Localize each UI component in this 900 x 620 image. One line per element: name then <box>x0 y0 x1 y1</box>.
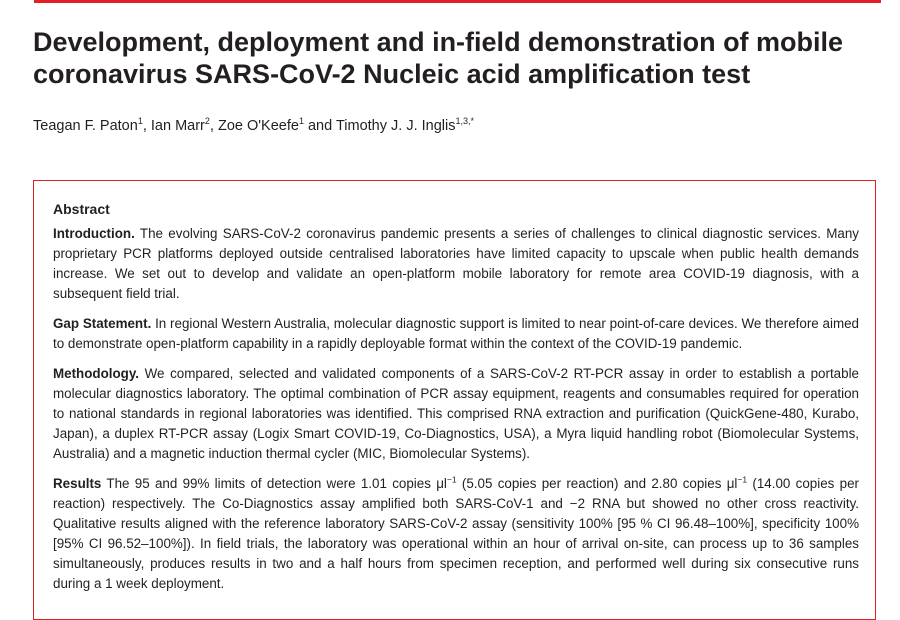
abstract-content <box>53 200 859 604</box>
affiliation-mark: 2 <box>204 116 210 127</box>
affiliation-mark: 1 <box>298 116 304 127</box>
author: Zoe O'Keefe$^1$ <box>217 116 304 134</box>
abstract-results: Results The 95 and 99% limits of detection were 1.01 copies $\mu l^{-1}$ (5.05 copies per reaction) and 2.80 copies $\mu l^{-1}$ (14.00 copies per reaction) respectively. The Co-Diagnostics assay amplified both SARS-CoV-1 and −2 RNA but showed no other cross reactivity. Qualitative results aligned with the reference laboratory SARS-CoV-2 assay (sensitivity 100% [95 % CI 96.48–100%], specificity 100% [95% CI 96.52–100%]). In field trials, the laboratory was operational within an hour of arrival on-site, can process up to 36 samples simultaneously, produces results in two and a half hours from specimen reception, and performed well during six consecutive runs during a 1 week deployment. <box>53 474 859 591</box>
abstract-heading: Abstract <box>53 201 110 217</box>
affiliation-mark: 1,3,* <box>455 116 474 127</box>
section-label: Introduction. <box>53 226 135 241</box>
section-label: Results <box>53 476 102 491</box>
author-list: Teagan F. Paton$^1$, Ian Marr$^2$, Zoe O'Keefe$^1$ and Timothy J. J. Inglis$^{1,3,*}$ <box>33 116 474 134</box>
abstract-box <box>33 180 876 620</box>
top-rule <box>34 0 881 3</box>
author: Timothy J. J. Inglis$^{1,3,*}$ <box>335 116 474 134</box>
affiliation-mark: 1 <box>137 116 143 127</box>
author: Teagan F. Paton$^1$ <box>33 116 143 134</box>
abstract-gap-statement: Gap Statement. In regional Western Australia, molecular diagnostic support is limited to near point-of-care devices. We therefore aimed to demonstrate open-platform capability in a rapidly deployable format within the context of the COVID-19 pandemic. <box>53 316 859 351</box>
abstract-methodology: Methodology. We compared, selected and validated components of a SARS-CoV-2 RT-PCR assay in order to establish a portable molecular diagnostics laboratory. The optimal combination of PCR assay equipment, reagents and consumables required for operation to national standards in regional laboratories was identified. This comprised RNA extraction and purification (QuickGene-480, Kurabo, Japan), a duplex RT-PCR assay (Logix Smart COVID-19, Co-Diagnostics, USA), a Myra liquid handling robot (Biomolecular Systems, Australia) and a magnetic induction thermal cycler (MIC, Biomolecular Systems). <box>53 366 859 461</box>
abstract-introduction: Introduction. The evolving SARS-CoV-2 coronavirus pandemic presents a series of challenges to clinical diagnostic services. Many proprietary PCR platforms deployed outside centralised laboratories have limited capacity to upscale when public health demands increase. We set out to develop and validate an open-platform mobile laboratory for remote area COVID-19 diagnosis, with a subsequent field trial. <box>53 226 859 301</box>
section-label: Methodology. <box>53 366 140 381</box>
author: Ian Marr$^2$ <box>150 116 210 134</box>
section-label: Gap Statement. <box>53 316 152 331</box>
paper-title: Development, deployment and in-field demonstration of mobile coronavirus SARS-CoV-2 Nucleic acid amplification test <box>33 27 844 89</box>
